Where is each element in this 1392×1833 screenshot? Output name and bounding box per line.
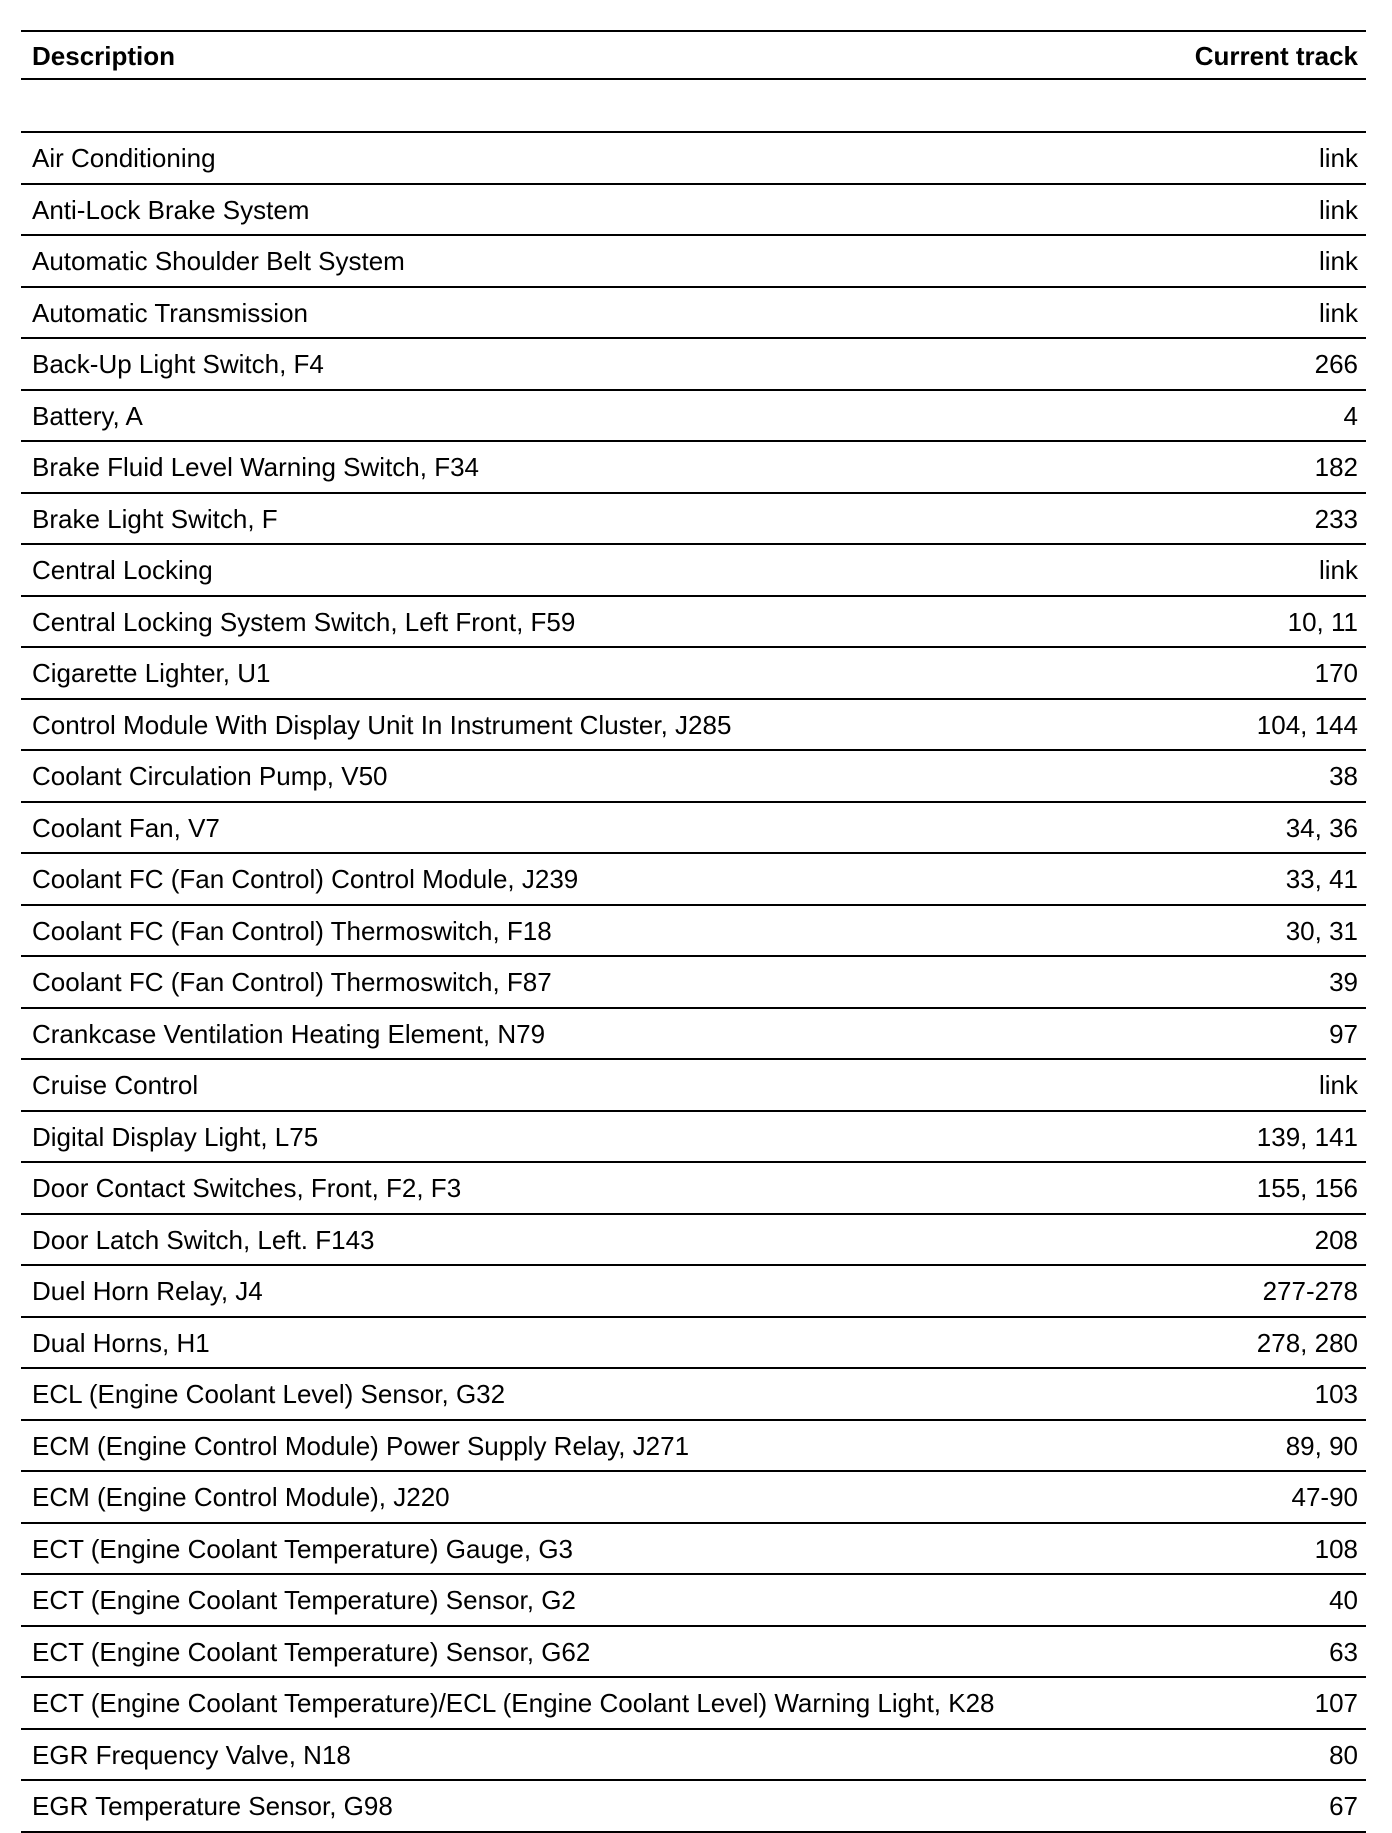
table-row xyxy=(21,1266,1366,1318)
row-track: 4 xyxy=(1343,400,1358,431)
header-description: Description xyxy=(32,41,176,71)
table-row xyxy=(21,700,1366,752)
row-track-link[interactable]: link xyxy=(1318,143,1358,173)
table-header xyxy=(21,30,1366,80)
table-row xyxy=(21,133,1366,185)
table-row xyxy=(21,1060,1366,1112)
row-track: 104, 144 xyxy=(1256,709,1358,740)
table-row xyxy=(21,236,1366,288)
row-description: Dual Horns, H1 xyxy=(32,1327,210,1358)
table-row xyxy=(21,1678,1366,1730)
row-track-link[interactable]: link xyxy=(1318,297,1358,328)
table-row xyxy=(21,494,1366,546)
header-spacer xyxy=(21,80,1366,131)
row-track-link[interactable]: link xyxy=(1318,555,1358,585)
header-current-track: Current track xyxy=(1194,41,1358,71)
row-track: 39 xyxy=(1329,967,1358,997)
row-description: Coolant FC (Fan Control) Thermoswitch, F18 xyxy=(32,915,552,946)
table-row xyxy=(21,391,1366,443)
row-description: ECT (Engine Coolant Temperature) Sensor, G62 xyxy=(32,1636,591,1667)
row-description: Brake Light Switch, F xyxy=(32,503,278,534)
table-body xyxy=(21,131,1366,1833)
table-row xyxy=(21,803,1366,855)
row-description: Crankcase Ventilation Heating Element, N79 xyxy=(32,1018,546,1049)
table-row xyxy=(21,1112,1366,1164)
row-description: Coolant Fan, V7 xyxy=(32,812,220,843)
row-track: 38 xyxy=(1329,761,1358,791)
table-row xyxy=(21,185,1366,237)
row-track: 182 xyxy=(1314,452,1358,482)
row-description: Central Locking xyxy=(32,555,213,585)
row-description: Battery, A xyxy=(32,400,143,431)
row-description: Central Locking System Switch, Left Front, F59 xyxy=(32,606,576,637)
row-track: 33, 41 xyxy=(1285,864,1358,894)
table-row xyxy=(21,442,1366,494)
row-track: 277-278 xyxy=(1262,1276,1358,1306)
row-description: Digital Display Light, L75 xyxy=(32,1121,319,1152)
row-track: 63 xyxy=(1329,1636,1358,1667)
table-row xyxy=(21,1009,1366,1061)
table-row xyxy=(21,1215,1366,1267)
row-description: Cigarette Lighter, U1 xyxy=(32,658,271,688)
row-track: 108 xyxy=(1314,1533,1358,1564)
row-description: Back-Up Light Switch, F4 xyxy=(32,349,324,379)
table-row xyxy=(21,751,1366,803)
row-track-link[interactable]: link xyxy=(1318,194,1358,225)
table-row xyxy=(21,1472,1366,1524)
row-track: 40 xyxy=(1329,1585,1358,1615)
row-description: EGR Frequency Valve, N18 xyxy=(32,1739,351,1770)
table-row xyxy=(21,854,1366,906)
row-track: 155, 156 xyxy=(1256,1173,1358,1203)
row-description: ECT (Engine Coolant Temperature) Gauge, G3 xyxy=(32,1533,573,1564)
row-description: Anti-Lock Brake System xyxy=(32,194,310,225)
row-track: 30, 31 xyxy=(1285,915,1358,946)
table-row xyxy=(21,957,1366,1009)
row-track: 107 xyxy=(1314,1688,1358,1718)
row-track: 10, 11 xyxy=(1287,606,1358,637)
table-row xyxy=(21,1627,1366,1679)
row-description: ECT (Engine Coolant Temperature)/ECL (Engine Coolant Level) Warning Light, K28 xyxy=(32,1688,995,1718)
row-description: Coolant FC (Fan Control) Thermoswitch, F87 xyxy=(32,967,552,997)
table-row xyxy=(21,1575,1366,1627)
row-description: Automatic Transmission xyxy=(32,297,308,328)
table-row xyxy=(21,1730,1366,1782)
row-description: Door Latch Switch, Left. F143 xyxy=(32,1224,375,1255)
row-track: 34, 36 xyxy=(1285,812,1358,843)
row-description: ECL (Engine Coolant Level) Sensor, G32 xyxy=(32,1379,506,1409)
row-track: 67 xyxy=(1329,1791,1358,1821)
row-description: EGR Temperature Sensor, G98 xyxy=(32,1791,393,1821)
table-row xyxy=(21,648,1366,700)
row-description: Coolant Circulation Pump, V50 xyxy=(32,761,388,791)
row-track: 278, 280 xyxy=(1256,1327,1358,1358)
row-track: 233 xyxy=(1314,503,1358,534)
row-description: Brake Fluid Level Warning Switch, F34 xyxy=(32,452,480,482)
table-row xyxy=(21,906,1366,958)
row-description: Door Contact Switches, Front, F2, F3 xyxy=(32,1173,462,1203)
row-description: ECM (Engine Control Module), J220 xyxy=(32,1482,450,1512)
row-track: 266 xyxy=(1314,349,1358,379)
table-row xyxy=(21,1369,1366,1421)
row-track: 103 xyxy=(1314,1379,1358,1409)
row-track: 170 xyxy=(1314,658,1358,688)
row-description: ECT (Engine Coolant Temperature) Sensor, G2 xyxy=(32,1585,576,1615)
row-description: Control Module With Display Unit In Instrument Cluster, J285 xyxy=(32,709,732,740)
row-description: Automatic Shoulder Belt System xyxy=(32,246,405,276)
row-description: Air Conditioning xyxy=(32,143,216,173)
row-track: 80 xyxy=(1329,1739,1358,1770)
table-row xyxy=(21,288,1366,340)
row-track: 97 xyxy=(1329,1018,1358,1049)
row-track: 208 xyxy=(1314,1224,1358,1255)
table-row xyxy=(21,545,1366,597)
row-track-link[interactable]: link xyxy=(1318,1070,1358,1100)
table-row xyxy=(21,1781,1366,1833)
row-track: 89, 90 xyxy=(1285,1430,1358,1461)
row-track-link[interactable]: link xyxy=(1318,246,1358,276)
table-row xyxy=(21,1163,1366,1215)
row-description: Coolant FC (Fan Control) Control Module, J239 xyxy=(32,864,579,894)
row-track: 47-90 xyxy=(1291,1482,1358,1512)
row-description: Cruise Control xyxy=(32,1070,199,1100)
table-row xyxy=(21,339,1366,391)
table-row xyxy=(21,1524,1366,1576)
table-row xyxy=(21,597,1366,649)
table-row xyxy=(21,1318,1366,1370)
component-table xyxy=(21,30,1366,1833)
row-description: ECM (Engine Control Module) Power Supply Relay, J271 xyxy=(32,1430,690,1461)
row-description: Duel Horn Relay, J4 xyxy=(32,1276,263,1306)
table-row xyxy=(21,1421,1366,1473)
row-track: 139, 141 xyxy=(1256,1121,1358,1152)
